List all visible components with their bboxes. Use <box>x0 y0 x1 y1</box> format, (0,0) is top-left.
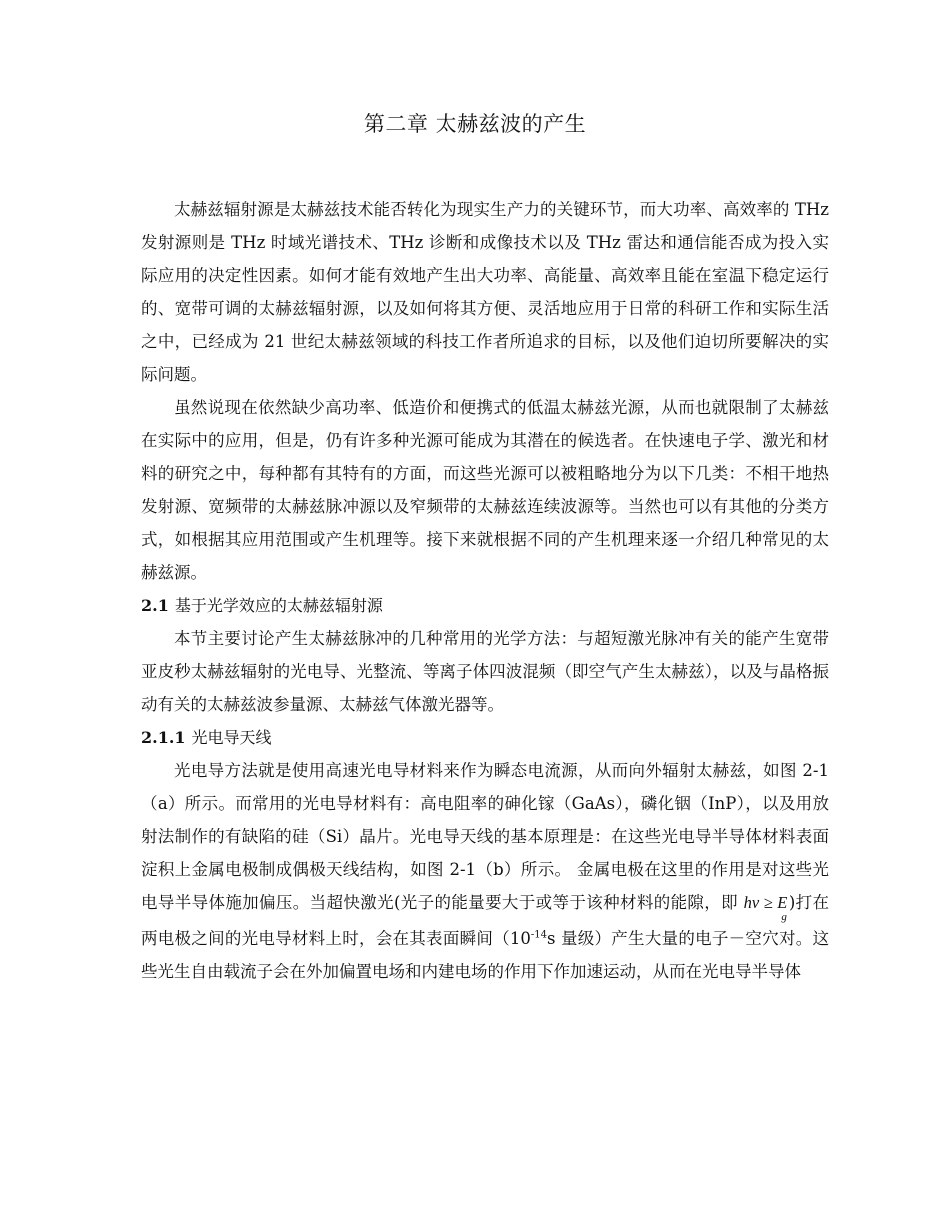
paragraph-text-part-2: )打在两电极之间的光电导材料上时，会在其表面瞬间（10 <box>141 893 829 948</box>
paragraph-text-part-3: s 量级）产生大量的电子－空穴对。这些光生自由载流子会在外加偏置电场和内建电场的作用下作加速运动，从而在光电导半导体 <box>141 929 829 981</box>
body-text <box>141 193 829 988</box>
chapter-title: 第二章 太赫兹波的产生 <box>363 112 587 136</box>
section-number: 2.1 <box>141 596 169 615</box>
bandgap-formula: hν ≥ E <box>743 893 788 912</box>
section-2-1-paragraph: 本节主要讨论产生太赫兹脉冲的几种常用的光学方法：与超短激光脉冲有关的能产生宽带亚皮秒太赫兹辐射的光电导、光整流、等离子体四波混频（即空气产生太赫兹），以及与晶格振动有关的太赫兹波参量源、太赫兹气体激光器等。 <box>141 629 829 714</box>
intro-paragraph-2: 虽然说现在依然缺少高功率、低造价和便携式的低温太赫兹光源，从而也就限制了太赫兹在实际中的应用，但是，仍有许多种光源可能成为其潜在的候选者。在快速电子学、激光和材料的研究之中，每种都有其特有的方面，而这些光源可以被粗略地分为以下几类：不相干地热发射源、宽频带的太赫兹脉冲源以及窄频带的太赫兹连续波源等。当然也可以有其他的分类方式，如根据其应用范围或产生机理等。接下来就根据不同的产生机理来逐一介绍几种常见的太赫兹源。 <box>141 398 829 582</box>
section-title: 光电导天线 <box>191 728 272 747</box>
section-number: 2.1.1 <box>141 728 186 747</box>
paragraph-text-part-1: 光电导方法就是使用高速光电导材料来作为瞬态电流源，从而向外辐射太赫兹，如图 2-1（a）所示。而常用的光电导材料有：高电阻率的砷化镓（GaAs），磷化铟（InP），以及用放射法制作的有缺陷的硅（Si）晶片。光电导天线的基本原理是：在这些光电导半导体材料表面淀积上金属电极制成偶极天线结构，如图 2-1（b）所示。 金属电极在这里的作用是对这些光电导半导体施加偏压。当超快激光(光子的能量要大于或等于该种材料的能隙，即 <box>141 761 829 912</box>
section-heading-2-1 <box>141 589 829 622</box>
time-exponent: -14 <box>530 929 547 941</box>
section-heading-2-1-1 <box>141 721 829 754</box>
section-2-1-1-paragraph <box>141 754 829 988</box>
intro-paragraph-1: 太赫兹辐射源是太赫兹技术能否转化为现实生产力的关键环节，而大功率、高效率的 THz 发射源则是 THz 时域光谱技术、THz 诊断和成像技术以及 THz 雷达和通信能否成为投入实际应用的决定性因素。如何才能有效地产生出大功率、高能量、高效率且能在室温下稳定运行的、宽带可调的太赫兹辐射源，以及如何将其方便、灵活地应用于日常的科研工作和实际生活之中，已经成为 21 世纪太赫兹领域的科技工作者所追求的目标，以及他们迫切所要解决的实际问题。 <box>141 200 829 384</box>
section-title: 基于光学效应的太赫兹辐射源 <box>174 596 383 615</box>
bandgap-subscript: g <box>781 911 787 923</box>
